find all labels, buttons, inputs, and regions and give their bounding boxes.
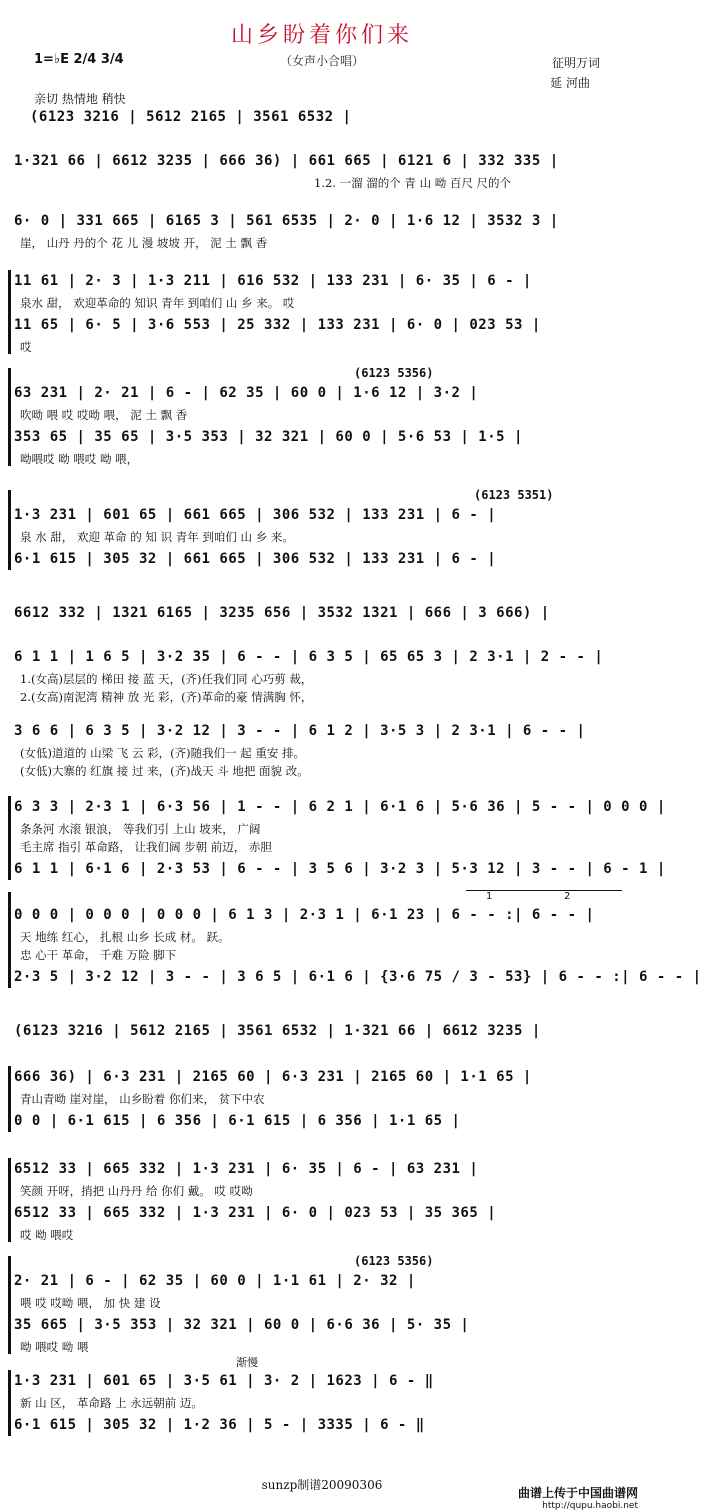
lyrics-line-verse1: 天 地练 红心， 扎根 山乡 长成 材。 跃。	[20, 930, 230, 944]
volta-brackets	[14, 890, 604, 902]
transcriber-credit: sunzp制谱20090306	[261, 1478, 383, 1492]
lyrics-line-lower: 呦 喂哎 呦 喂	[20, 1340, 89, 1354]
notation-line: 6612 332 | 1321 6165 | 3235 656 | 3532 1321 | 666 | 3 666) |	[14, 605, 550, 621]
notation-line-upper: 0 0 0 | 0 0 0 | 0 0 0 | 6 1 3 | 2·3 1 | 6·1 23 | 6 - - :| 6 - - |	[14, 907, 595, 923]
tempo-change-mark: 渐慢	[236, 1356, 258, 1369]
lyrics-line-lower: 哎 呦 喂哎	[20, 1228, 74, 1242]
notation-line-upper: 6 3 3 | 2·3 1 | 6·3 56 | 1 - - | 6 2 1 | 6·1 6 | 5·6 36 | 5 - - | 0 0 0 |	[14, 799, 666, 815]
interlude-annotation: (6123 5356)	[354, 1254, 434, 1268]
score-system	[14, 600, 604, 626]
key-signature: 1=♭E 2/4 3/4	[34, 52, 124, 67]
score-system	[14, 268, 604, 356]
site-watermark	[518, 1484, 638, 1511]
lyrics-line-upper: 泉 水 甜， 欢迎 革命 的 知 识 青年 到咱们 山 乡 来。	[20, 530, 294, 544]
notation-line-lower: 353 65 | 35 65 | 3·5 353 | 32 321 | 60 0 | 5·6 53 | 1·5 |	[14, 429, 523, 445]
score-system	[14, 1356, 604, 1438]
score-system	[14, 644, 604, 706]
volta-first-ending: 1	[466, 890, 546, 902]
lyrics-line-upper: 泉水 甜， 欢迎革命的 知识 青年 到咱们 山 乡 来。 哎	[20, 296, 295, 310]
notation-line-lower: 11 65 | 6· 5 | 3·6 553 | 25 332 | 133 231 | 6· 0 | 023 53 |	[14, 317, 541, 333]
score-system	[14, 890, 702, 990]
score-system	[14, 104, 604, 130]
interlude-annotation: (6123 5351)	[474, 488, 554, 502]
notation-line: 1·321 66 | 6612 3235 | 666 36) | 661 665 | 6121 6 | 332 335 |	[14, 153, 559, 169]
notation-line-upper: 666 36) | 6·3 231 | 2165 60 | 6·3 231 | 2165 60 | 1·1 65 |	[14, 1069, 532, 1085]
lyrics-line-verse1: 条条河 水滚 银浪， 等我们引 上山 坡来， 广阔	[20, 822, 261, 836]
score-system	[14, 366, 604, 468]
notation-line-lower: 6·1 615 | 305 32 | 1·2 36 | 5 - | 3335 | 6 - ‖	[14, 1417, 425, 1433]
notation-line-upper: 1·3 231 | 601 65 | 661 665 | 306 532 | 133 231 | 6 - |	[14, 507, 497, 523]
lyrics-line-verse2: 毛主席 指引 革命路， 让我们阔 步朝 前迈， 赤胆	[20, 840, 272, 854]
notation-line-upper: 2· 21 | 6 - | 62 35 | 60 0 | 1·1 61 | 2· 32 |	[14, 1273, 416, 1289]
lyrics-line-upper: 喂 哎 哎呦 喂， 加 快 建 设	[20, 1296, 161, 1310]
notation-line-lower: 6·1 615 | 305 32 | 661 665 | 306 532 | 133 231 | 6 - |	[14, 551, 497, 567]
watermark-url: http://qupu.haobi.net	[542, 1501, 638, 1511]
interlude-annotation: (6123 5356)	[354, 366, 434, 380]
lyrics-line-verse1: (女低)道道的 山梁 飞 云 彩，(齐)随我们一 起 重安 排。	[20, 746, 306, 760]
tempo-marking: 亲切 热情地 稍快	[34, 92, 126, 106]
notation-line: 3 6 6 | 6 3 5 | 3·2 12 | 3 - - | 6 1 2 | 3·5 3 | 2 3·1 | 6 - - |	[14, 723, 586, 739]
score-system	[14, 1156, 604, 1244]
notation-line-lower: 0 0 | 6·1 615 | 6 356 | 6·1 615 | 6 356 | 1·1 65 |	[14, 1113, 461, 1129]
notation-line-lower: 6 1 1 | 6·1 6 | 2·3 53 | 6 - - | 3 5 6 | 3·2 3 | 5·3 12 | 3 - - | 6 - 1 |	[14, 861, 666, 877]
score-system	[14, 794, 666, 882]
lyrics-line-lower: 哎	[20, 340, 32, 354]
lyrics-line-lower: 呦喂哎 呦 喂哎 呦 喂，	[20, 452, 139, 466]
lyrics-line: 崖， 山丹 丹的个 花 儿 漫 坡坡 开， 泥 土 飘 香	[20, 236, 268, 250]
score-system	[14, 1018, 604, 1044]
notation-line: (6123 3216 | 5612 2165 | 3561 6532 |	[30, 109, 352, 125]
score-system	[14, 208, 604, 252]
lyrics-line-verse1: 1.(女高)层层的 梯田 接 蓝 天，(齐)任我们同 心巧剪 裁，	[20, 672, 313, 686]
notation-line: (6123 3216 | 5612 2165 | 3561 6532 | 1·321 66 | 6612 3235 |	[14, 1023, 541, 1039]
lyrics-line-verse2: 2.(女高)南泥湾 精神 放 光 彩，(齐)革命的豪 情满胸 怀，	[20, 690, 313, 704]
lyrics-line-upper: 吹呦 喂 哎 哎呦 喂， 泥 土 飘 香	[20, 408, 188, 422]
lyricist-credit: 征明万词	[551, 56, 600, 70]
volta-second-ending: 2	[544, 890, 622, 902]
notation-line-upper: 63 231 | 2· 21 | 6 - | 62 35 | 60 0 | 1·6 12 | 3·2 |	[14, 385, 479, 401]
notation-line-upper: 11 61 | 2· 3 | 1·3 211 | 616 532 | 133 231 | 6· 35 | 6 - |	[14, 273, 532, 289]
notation-line-upper: 1·3 231 | 601 65 | 3·5 61 | 3· 2 | 1623 | 6 - ‖	[14, 1373, 434, 1389]
score-system	[14, 718, 604, 780]
subtitle: （女声小合唱）	[279, 54, 364, 68]
lyrics-line-upper: 笑颜 开呀，捎把 山丹丹 给 你们 戴。 哎 哎呦	[20, 1184, 253, 1198]
composer-credit: 延 河曲	[550, 76, 590, 90]
lyrics-line-verse2: 忠 心干 革命， 千难 万险 脚下	[20, 948, 177, 962]
notation-line-lower: 2·3 5 | 3·2 12 | 3 - - | 3 6 5 | 6·1 6 | {3·6 75 / 3 - 53} | 6 - - :| 6 - - |	[14, 969, 702, 985]
page-title: 山乡盼着你们来	[230, 23, 413, 48]
lyrics-line-upper: 青山青呦 崖对崖， 山乡盼着 你们来， 贫下中农	[20, 1092, 265, 1106]
lyrics-line-upper: 新 山 区， 革命路 上 永远朝前 迈。	[20, 1396, 203, 1410]
notation-line-lower: 35 665 | 3·5 353 | 32 321 | 60 0 | 6·6 36 | 5· 35 |	[14, 1317, 470, 1333]
notation-line-lower: 6512 33 | 665 332 | 1·3 231 | 6· 0 | 023 53 | 35 365 |	[14, 1205, 497, 1221]
lyrics-line: 1.2. 一溜 溜的个 青 山 呦 百尺 尺的个	[314, 176, 512, 190]
lyrics-line-verse2: (女低)大寨的 红旗 接 过 来，(齐)战天 斗 地把 面貌 改。	[20, 764, 309, 778]
notation-line: 6 1 1 | 1 6 5 | 3·2 35 | 6 - - | 6 3 5 | 65 65 3 | 2 3·1 | 2 - - |	[14, 649, 604, 665]
notation-line-upper: 6512 33 | 665 332 | 1·3 231 | 6· 35 | 6 - | 63 231 |	[14, 1161, 479, 1177]
score-system	[14, 148, 604, 192]
notation-line: 6· 0 | 331 665 | 6165 3 | 561 6535 | 2· 0 | 1·6 12 | 3532 3 |	[14, 213, 559, 229]
score-system	[14, 1254, 604, 1356]
watermark-text: 曲谱上传于中国曲谱网	[517, 1486, 638, 1500]
score-system	[14, 488, 604, 572]
score-system	[14, 1064, 604, 1134]
